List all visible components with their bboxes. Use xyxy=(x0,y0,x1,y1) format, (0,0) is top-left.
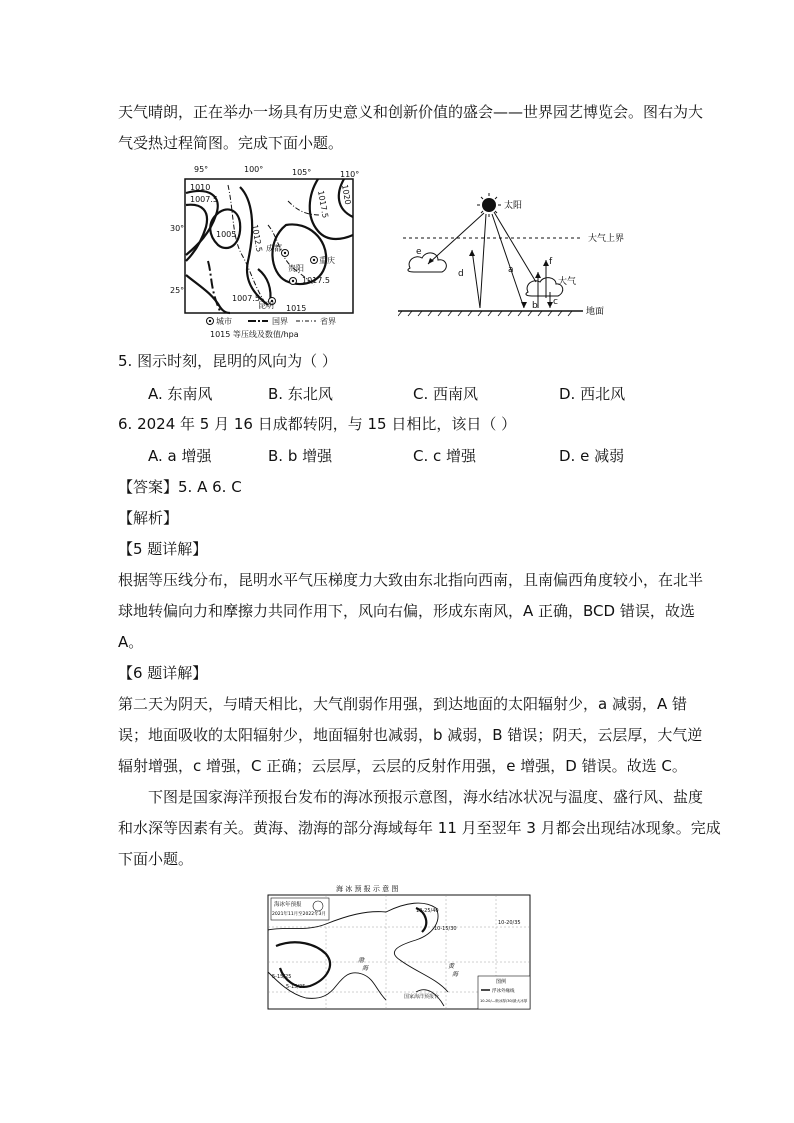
arrow-d-up xyxy=(472,250,480,308)
huanghai-label: 海 xyxy=(452,971,459,978)
q5-option-d: D. 西北风 xyxy=(559,385,626,403)
isobar-value: 1015 xyxy=(286,304,307,313)
city-name: 贵阳 xyxy=(288,264,304,273)
arrow-label-f: f xyxy=(549,257,553,267)
atmosphere-label: 大气 xyxy=(558,277,577,287)
arrow-label-e: e xyxy=(416,247,422,257)
legend-province: 省界 xyxy=(320,317,336,326)
q5-stem: 5. 图示时刻，昆明的风向为（ ） xyxy=(118,352,337,370)
legend-line-label: 浮冰外缘线 xyxy=(492,989,515,994)
zone-label: 10-20/35 xyxy=(498,920,521,926)
q5-option-a: A. 东南风 xyxy=(148,385,213,403)
lon-label: 105° xyxy=(292,168,312,177)
sun-label: 太阳 xyxy=(504,201,523,211)
city-name: 重庆 xyxy=(319,256,335,265)
zone-label: 5-15/25 xyxy=(272,974,292,980)
sea-ice-map-title: 海 冰 预 报 示 意 图 xyxy=(336,885,399,893)
lat-label: 30° xyxy=(170,224,185,233)
lon-label: 110° xyxy=(340,170,360,179)
sea-ice-forecast-map xyxy=(266,882,532,1012)
emblem-icon xyxy=(313,901,323,911)
legend-national: 国界 xyxy=(272,317,288,326)
lat-label: 25° xyxy=(170,286,185,295)
zone-label: 10-25/40 xyxy=(416,908,439,914)
isobar-map-figure xyxy=(168,165,368,345)
huanghai-label: 黄 xyxy=(448,963,455,970)
bohai-label: 渤 xyxy=(358,957,365,964)
q6-detail-line-2: 误；地面吸收的太阳辐射少，地面辐射也减弱，b 减弱，B 错误；阴天，云层厚，大气逆 xyxy=(118,726,703,744)
q6-detail-line-3: 辐射增强，c 增强，C 正确；云层厚，云层的反射作用强，e 增强，D 错误。故选 C。 xyxy=(118,757,687,775)
intro-line-2: 气受热过程简图。完成下面小题。 xyxy=(118,134,344,152)
q5-detail-line-3: A。 xyxy=(118,633,144,651)
zone-label: 5-15/25 xyxy=(286,984,306,990)
isobar-value: 1017.5 xyxy=(302,276,330,285)
q6-option-b: B. b 增强 xyxy=(268,447,333,465)
q6-option-a: A. a 增强 xyxy=(148,447,212,465)
city-name: 成都 xyxy=(266,244,282,253)
forecast-box-title: 海冰年预报 xyxy=(274,902,302,908)
province-border xyxy=(288,201,320,215)
isobar-value: 1007.5 xyxy=(232,294,260,303)
q6-stem: 6. 2024 年 5 月 16 日成都转阴，与 15 日相比，该日（ ） xyxy=(118,415,517,433)
legend-isobar: 1015 等压线及数值/hpa xyxy=(210,330,299,339)
intro-line-1: 天气晴朗，正在举办一场具有历史意义和创新价值的盛会——世界园艺博览会。图右为大 xyxy=(118,103,704,121)
isobar-value: 1020 xyxy=(340,183,353,206)
legend-title: 图例 xyxy=(496,979,507,985)
lon-label: 100° xyxy=(244,165,264,174)
arrow-d xyxy=(480,214,486,308)
arrow-label-d: d xyxy=(458,269,464,279)
sea-ice-intro-line-2: 和水深等因素有关。黄海、渤海的部分海域每年 11 月至翌年 3 月都会出现结冰现象。完成 xyxy=(118,819,721,837)
q6-option-d: D. e 减弱 xyxy=(559,447,625,465)
sea-ice-intro-line-1: 下图是国家海洋预报台发布的海冰预报示意图，海水结冰状况与温度、盛行风、盐度 xyxy=(148,788,704,806)
q5-option-c: C. 西南风 xyxy=(413,385,479,403)
arrow-label-b: b xyxy=(532,301,538,311)
q5-detail-label: 【5 题详解】 xyxy=(118,540,208,558)
legend-note: 10-20/—般冰厚/30/最大冰厚 xyxy=(480,999,528,1003)
ground-label: 地面 xyxy=(586,307,605,317)
q6-detail-line-1: 第二天为阴天，与晴天相比，大气削弱作用强，到达地面的太阳辐射少，a 减弱，A 错 xyxy=(118,695,687,713)
analysis-label: 【解析】 xyxy=(118,509,179,527)
cloud-icon xyxy=(408,253,446,272)
sea-ice-intro-line-3: 下面小题。 xyxy=(118,850,194,868)
answer-line: 【答案】5. A 6. C xyxy=(118,478,242,496)
zone-label: 10-15/30 xyxy=(434,926,457,932)
sun-icon xyxy=(477,193,501,217)
isobar-value: 1010 xyxy=(190,183,211,192)
bohai-label: 海 xyxy=(362,965,369,972)
lon-label: 95° xyxy=(194,165,209,174)
q5-detail-line-2: 球地转偏向力和摩擦力共同作用下，风向右偏，形成东南风，A 正确，BCD 错误，故选 xyxy=(118,602,695,620)
atmosphere-top-label: 大气上界 xyxy=(588,234,625,244)
q5-detail-line-1: 根据等压线分布，昆明水平气压梯度力大致由东北指向西南，且南偏西角度较小，在北半 xyxy=(118,571,704,589)
isobar-value: 1005 xyxy=(216,230,237,239)
heat-process-diagram xyxy=(398,180,638,320)
q6-detail-label: 【6 题详解】 xyxy=(118,664,208,682)
forecast-box-subtitle: 2021年11月至2022年3月 xyxy=(272,912,326,917)
q5-option-b: B. 东北风 xyxy=(268,385,333,403)
isobar-value: 1017.5 xyxy=(316,189,330,219)
arrow-to-cloud xyxy=(494,212,536,282)
legend-city: 城市 xyxy=(216,317,232,326)
isobar-line xyxy=(186,275,230,313)
city-name: 昆明 xyxy=(258,301,274,310)
arrow-label-c: c xyxy=(553,297,558,307)
arrow-a xyxy=(492,214,524,308)
isobar-value: 1012.5 xyxy=(250,223,264,253)
isobar-value: 1007.5 xyxy=(190,195,218,204)
arrow-label-a: a xyxy=(508,265,514,275)
agency-label: 国家海洋预报台 xyxy=(404,994,440,1000)
q6-option-c: C. c 增强 xyxy=(413,447,477,465)
isobar-line xyxy=(210,209,240,248)
